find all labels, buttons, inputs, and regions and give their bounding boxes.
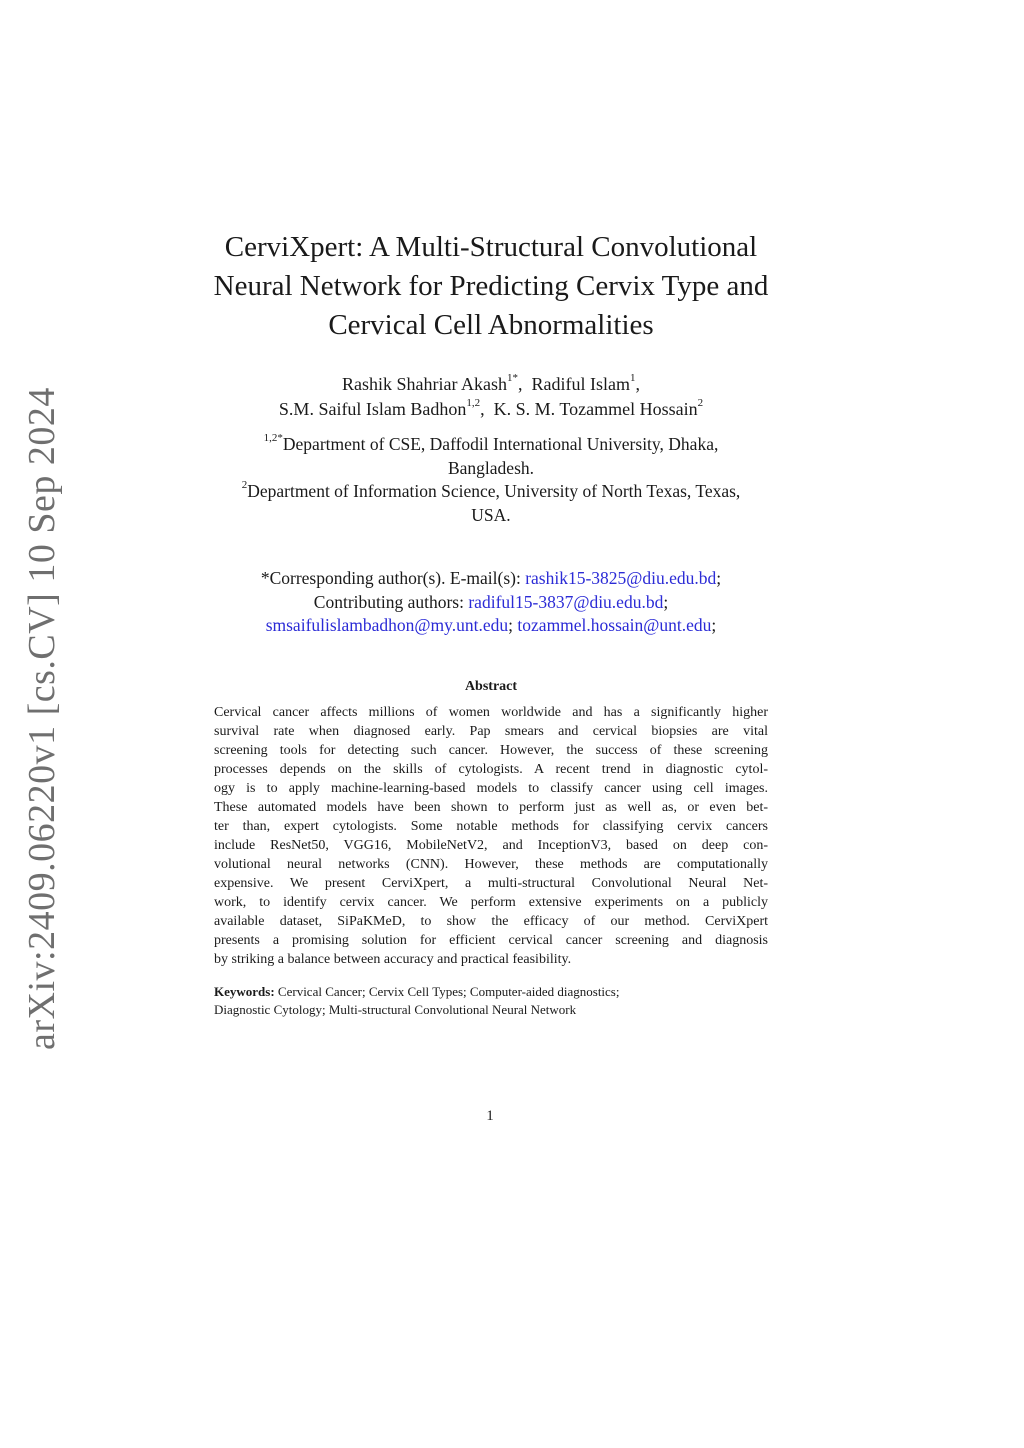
keywords-line-2: Diagnostic Cytology; Multi-structural Convolutional Neural Network [214,1002,577,1017]
affiliation-mark: 2 [241,479,248,492]
abstract-line: These automated models have been shown to perform just as well as, or even bet- [214,800,768,815]
abstract-line: presents a promising solution for efficient cervical cancer screening and diagnosis [214,933,768,948]
contributing-label: Contributing authors: [313,591,469,612]
keywords-text: Cervical Cancer; Cervix Cell Types; Computer-aided diagnostics; [274,984,620,999]
email-link-rashik[interactable]: rashik15-3825@diu.edu.bd [525,568,717,588]
abstract-body [214,703,768,969]
affiliation-1-line-2: Bangladesh. [447,457,535,478]
author-name: K. S. M. Tozammel Hossain [493,399,698,419]
correspondence-line-3: smsaifulislambadhon@my.unt.edu; tozammel.hossain@unt.edu; [265,615,717,635]
arxiv-identifier-stamp: arXiv:2409.06220v1 [cs.CV] 10 Sep 2024 [21,387,63,1050]
affiliations [150,433,832,527]
paper-title [150,228,832,345]
affiliation-text: Department of Information Science, University of North Texas, Texas, [247,481,741,501]
abstract-line: Cervical cancer affects millions of women worldwide and has a significantly higher [214,705,768,720]
author-affiliation-mark: 1,2 [466,397,481,409]
correspondence-line-2: Contributing authors: radiful15-3837@diu.edu.bd; [313,591,669,612]
correspondence-block [150,567,832,638]
author-name: Rashik Shahriar Akash [342,374,507,394]
abstract-line: ogy is to apply machine-learning-based models to classify cancer using cell images. [214,781,768,796]
abstract-line: ter than, expert cytologists. Some notable methods for classifying cervix cancers [214,819,768,834]
page-number: 1 [486,1108,494,1124]
abstract-line: by striking a balance between accuracy and practical feasibility. [214,952,572,967]
abstract-line: expensive. We present CerviXpert, a multi-structural Convolutional Neural Net- [214,876,768,891]
correspondence-line-1: *Corresponding author(s). E-mail(s): rashik15-3825@diu.edu.bd; [260,568,722,588]
affiliation-text: Department of CSE, Daffodil International University, Dhaka, [282,434,719,454]
abstract-heading: Abstract [464,679,518,694]
author-line-1: Rashik Shahriar Akash$^{1*}$, Radiful Islam$^1$, [342,372,640,394]
keywords-line-1 [214,983,768,1001]
affiliation-mark: 1,2* [263,432,283,445]
email-link-badhon[interactable]: smsaifulislambadhon@my.unt.edu [265,615,509,635]
abstract-line: processes depends on the skills of cytologists. A recent trend in diagnostic cytol- [214,762,768,777]
author-affiliation-mark: 1* [507,372,518,384]
affiliation-2-line-1 [150,480,832,504]
author-line-2: S.M. Saiful Islam Badhon$^{1,2}$, K. S. M. Tozammel Hossain$^2$ [278,397,704,419]
abstract-line: work, to identify cervix cancer. We perform extensive experiments on a publicly [214,895,768,910]
abstract-line: include ResNet50, VGG16, MobileNetV2, and InceptionV3, based on deep con- [214,838,768,853]
author-list [150,372,832,422]
author-affiliation-mark: 2 [697,397,704,409]
abstract-line: survival rate when diagnosed early. Pap smears and cervical biopsies are vital [214,724,768,739]
title-line-1: CerviXpert: A Multi-Structural Convolutional [224,231,758,263]
affiliation-2-line-2: USA. [471,504,511,525]
email-link-radiful[interactable]: radiful15-3837@diu.edu.bd [468,591,664,612]
keywords-block [214,983,768,1019]
correspondence-label: *Corresponding author(s). E-mail(s): [260,568,526,588]
author-affiliation-mark: 1 [629,372,636,384]
email-link-hossain[interactable]: tozammel.hossain@unt.edu [517,615,712,635]
keywords-label: Keywords: [214,984,275,999]
abstract-line: available dataset, SiPaKMeD, to show the efficacy of our method. CerviXpert [214,914,768,929]
abstract-line: screening tools for detecting such cancer. However, the success of these screening [214,743,768,758]
author-name: S.M. Saiful Islam Badhon [278,399,467,419]
abstract-line: volutional neural networks (CNN). However, these methods are computationally [214,857,768,872]
title-line-3: Cervical Cell Abnormalities [328,309,654,341]
affiliation-1-line-1 [150,433,832,457]
title-line-2: Neural Network for Predicting Cervix Type and [213,270,769,302]
author-name: Radiful Islam [531,374,630,394]
